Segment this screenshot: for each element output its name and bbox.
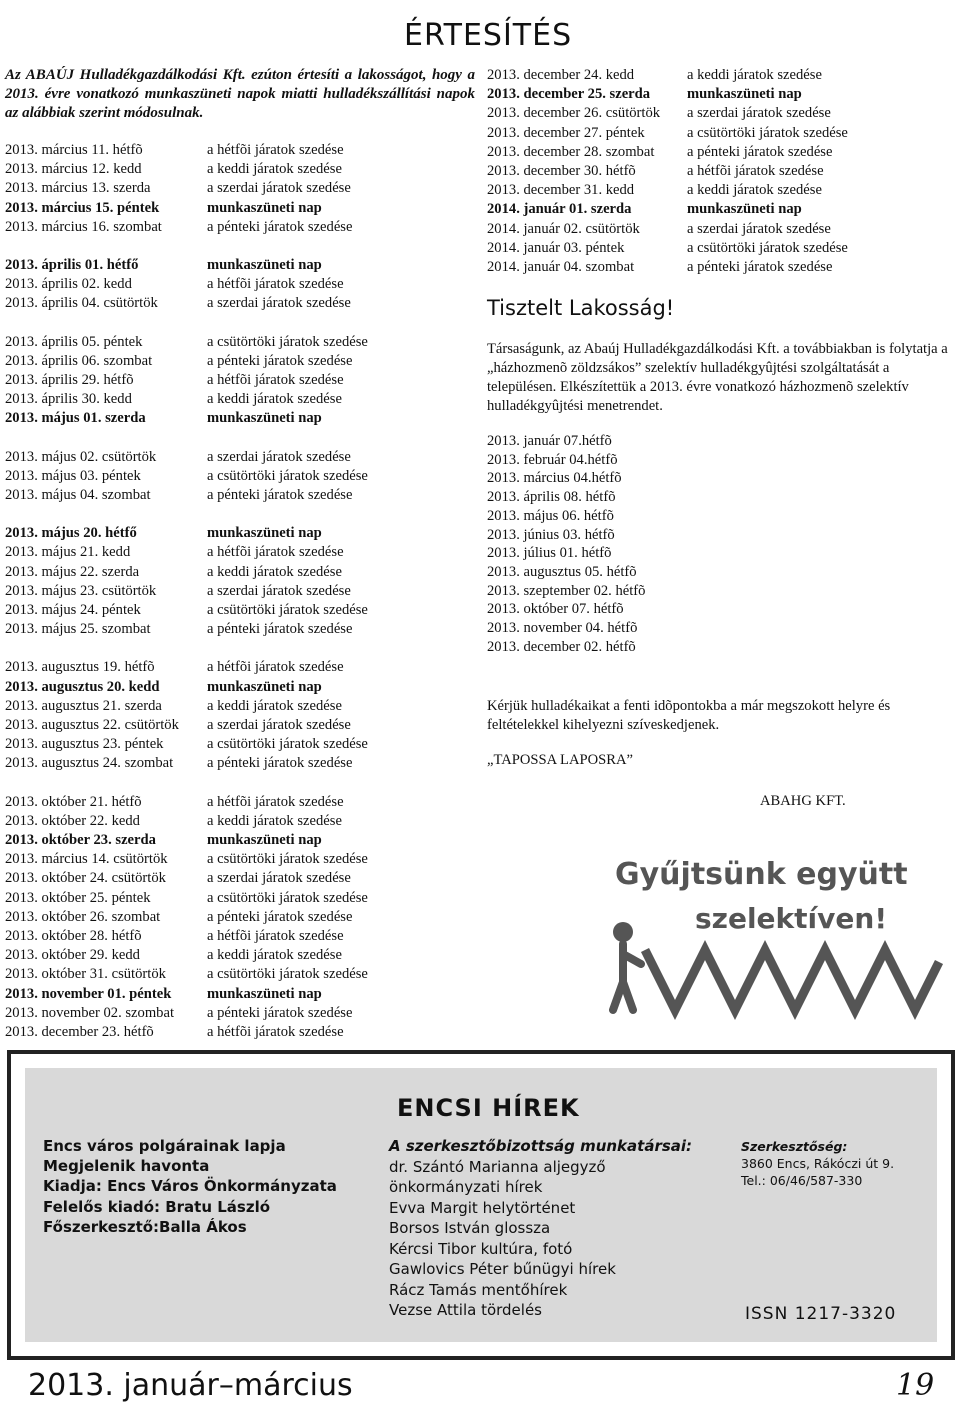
schedule-note: a pénteki járatok szedése	[687, 143, 833, 160]
schedule-note: a hétfõi járatok szedése	[207, 659, 344, 676]
schedule-note: a csütörtöki járatok szedése	[207, 966, 368, 983]
selective-date: 2013. szeptember 02. hétfõ	[487, 582, 646, 599]
publisher-info	[43, 1136, 337, 1237]
selective-date: 2013. május 06. hétfõ	[487, 507, 614, 524]
schedule-date: 2013. augusztus 20. kedd	[5, 678, 160, 695]
schedule-note: a hétfõi járatok szedése	[687, 163, 824, 179]
schedule-note: a szerdai járatok szedése	[207, 180, 351, 197]
publisher-line: Főszerkesztő:Balla Ákos	[43, 1217, 247, 1236]
schedule-date: 2013. május 21. kedd	[5, 544, 131, 561]
schedule-date: 2013. augusztus 22. csütörtök	[5, 717, 179, 733]
wave-icon	[645, 950, 939, 1010]
schedule-note: a keddi járatok szedése	[207, 563, 342, 580]
schedule-date: 2014. január 02. csütörtök	[487, 220, 640, 237]
schedule-date: 2013. december 25. szerda	[487, 86, 651, 103]
schedule-note: a hétfõi járatok szedése	[207, 928, 344, 944]
schedule-note: a pénteki járatok szedése	[687, 259, 833, 275]
schedule-date: 2013. április 06. szombat	[5, 352, 153, 369]
schedule-note: a csütörtöki járatok szedése	[207, 333, 368, 350]
masthead-panel	[25, 1068, 937, 1342]
schedule-date: 2013. május 02. csütörtök	[5, 448, 157, 465]
schedule-date: 2013. november 02. szombat	[5, 1004, 175, 1021]
schedule-date: 2013. május 20. hétfő	[5, 525, 137, 542]
selective-date: 2013. december 02. hétfõ	[487, 638, 636, 655]
schedule-date: 2013. október 21. hétfõ	[5, 793, 142, 810]
schedule-left-column	[5, 0, 475, 1040]
schedule-date: 2013. május 03. péntek	[5, 467, 141, 484]
schedule-date: 2014. január 04. szombat	[487, 259, 635, 275]
schedule-date: 2013. október 28. hétfõ	[5, 928, 142, 944]
editorial-board-line: Vezse Attila tördelés	[389, 1301, 542, 1319]
editorial-office	[741, 1138, 894, 1189]
schedule-note: a pénteki járatok szedése	[207, 352, 353, 369]
schedule-date: 2013. március 16. szombat	[5, 218, 162, 235]
schedule-date: 2013. augusztus 19. hétfõ	[5, 659, 155, 676]
editorial-board-line: dr. Szántó Marianna aljegyző	[389, 1157, 606, 1176]
schedule-date: 2013. december 27. péntek	[487, 124, 645, 141]
schedule-note: a csütörtöki járatok szedése	[207, 889, 368, 906]
schedule-date: 2013. május 01. szerda	[5, 410, 146, 427]
publisher-line: Kiadja: Encs Város Önkormányzata	[43, 1177, 337, 1196]
schedule-note: munkaszüneti nap	[207, 257, 322, 273]
schedule-date: 2013. április 29. hétfõ	[5, 372, 134, 388]
schedule-date: 2013. május 22. szerda	[5, 563, 140, 580]
selective-collection-logo	[593, 832, 953, 1022]
editorial-board	[389, 1136, 692, 1321]
logo-line2: szelektíven!	[695, 902, 888, 935]
schedule-note: a csütörtöki járatok szedése	[207, 467, 368, 484]
selective-date: 2013. október 07. hétfõ	[487, 601, 624, 618]
schedule-note: a szerdai járatok szedése	[207, 582, 351, 599]
schedule-note: a hétfõi járatok szedése	[207, 793, 344, 810]
schedule-date: 2013. október 25. péntek	[5, 889, 151, 906]
schedule-date: 2013. május 24. péntek	[5, 602, 141, 618]
schedule-date: 2013. április 04. csütörtök	[5, 295, 158, 312]
editorial-board-line: Evva Margit helytörténet	[389, 1198, 576, 1217]
selective-date: 2013. január 07.hétfõ	[487, 433, 612, 449]
editorial-board-heading: A szerkesztőbizottság munkatársai:	[389, 1137, 693, 1155]
schedule-date: 2013. október 23. szerda	[5, 832, 156, 848]
masthead-title: ENCSI HÍREK	[397, 1094, 580, 1122]
issue-period: 2013. január–március	[28, 1368, 353, 1403]
schedule-date: 2013. április 02. kedd	[5, 276, 132, 293]
schedule-date: 2013. augusztus 21. szerda	[5, 697, 162, 714]
selective-date: 2013. augusztus 05. hétfõ	[487, 563, 637, 580]
schedule-date: 2013. december 31. kedd	[487, 182, 635, 199]
schedule-note: a szerdai járatok szedése	[687, 220, 831, 237]
page-number: 19	[896, 1368, 935, 1403]
schedule-date: 2013. április 05. péntek	[5, 333, 143, 350]
editorial-board-line: Gawlovics Péter bűnügyi hírek	[389, 1260, 616, 1278]
schedule-note: munkaszüneti nap	[207, 199, 322, 216]
logo-line1: Gyűjtsünk együtt	[615, 857, 908, 892]
schedule-date: 2013. október 22. kedd	[5, 812, 140, 829]
schedule-date: 2013. december 23. hétfõ	[5, 1024, 154, 1040]
intro-text: Az ABAÚJ Hulladékgazdálkodási Kft. ezúton értesíti a lakosságot, hogy a 2013. évre vonatkozó munkaszüneti napok miatti hulladékszállítási napok az alábbiak szerint módosulnak.	[5, 67, 475, 121]
schedule-date: 2013. május 04. szombat	[5, 487, 151, 503]
schedule-date: 2013. november 01. péntek	[5, 985, 172, 1002]
editorial-office-heading: Szerkesztőség:	[741, 1139, 848, 1154]
schedule-note: a csütörtöki járatok szedése	[207, 602, 368, 618]
editorial-office-line: Tel.: 06/46/587-330	[741, 1173, 863, 1188]
schedule-date: 2013. március 12. kedd	[5, 161, 142, 178]
schedule-note: a hétfõi járatok szedése	[207, 1024, 344, 1040]
schedule-note: a pénteki járatok szedése	[207, 1004, 353, 1021]
schedule-date: 2013. október 31. csütörtök	[5, 966, 166, 983]
schedule-date: 2013. március 14. csütörtök	[5, 851, 168, 868]
selective-date: 2013. november 04. hétfõ	[487, 620, 638, 637]
schedule-date: 2013. augusztus 24. szombat	[5, 755, 174, 772]
schedule-note: a keddi járatok szedése	[207, 697, 342, 714]
selective-collection-dates	[487, 432, 645, 656]
schedule-note: a csütörtöki járatok szedése	[687, 124, 848, 141]
schedule-note: a szerdai járatok szedése	[687, 105, 831, 122]
schedule-note: munkaszüneti nap	[687, 201, 802, 218]
schedule-note: a hétfõi járatok szedése	[207, 142, 344, 158]
selective-date: 2013. június 03. hétfõ	[487, 526, 615, 543]
masthead-box	[7, 1050, 955, 1360]
schedule-note: munkaszüneti nap	[207, 410, 322, 427]
schedule-note: a csütörtöki járatok szedése	[207, 736, 368, 753]
schedule-date: 2013. december 26. csütörtök	[487, 105, 661, 122]
greeting: Tisztelt Lakosság!	[487, 296, 675, 320]
schedule-note: a keddi járatok szedése	[687, 182, 822, 199]
schedule-note: a pénteki járatok szedése	[207, 908, 353, 925]
schedule-date: 2013. május 25. szombat	[5, 621, 151, 638]
editorial-board-line: Rácz Tamás mentőhírek	[389, 1280, 568, 1299]
schedule-note: a keddi járatok szedése	[687, 67, 822, 83]
schedule-note: a hétfõi járatok szedése	[207, 544, 344, 561]
publisher-line: Megjelenik havonta	[43, 1157, 210, 1176]
issn: ISSN 1217-3320	[745, 1304, 897, 1324]
request-paragraph: Kérjük hulladékaikat a fenti idõpontokba a már megszokott helyre és feltételekkel kihelyezni szíveskedjenek.	[487, 698, 891, 733]
schedule-note: munkaszüneti nap	[207, 525, 322, 542]
schedule-date: 2013. december 24. kedd	[487, 67, 635, 83]
schedule-date: 2014. január 03. péntek	[487, 239, 625, 256]
schedule-note: munkaszüneti nap	[207, 985, 322, 1002]
schedule-note: a keddi járatok szedése	[207, 812, 342, 829]
schedule-note: a keddi járatok szedése	[207, 161, 342, 178]
publisher-line: Felelős kiadó: Bratu László	[43, 1197, 271, 1216]
schedule-date: 2013. április 30. kedd	[5, 391, 132, 408]
schedule-date: 2013. március 13. szerda	[5, 180, 151, 197]
schedule-note: munkaszüneti nap	[207, 678, 322, 695]
schedule-date: 2014. január 01. szerda	[487, 201, 632, 218]
schedule-note: a keddi járatok szedése	[207, 947, 342, 964]
schedule-note: a szerdai járatok szedése	[207, 448, 351, 465]
editorial-office-line: 3860 Encs, Rákóczi út 9.	[741, 1156, 895, 1171]
schedule-date: 2013. október 24. csütörtök	[5, 870, 166, 887]
schedule-date: 2013. december 30. hétfõ	[487, 163, 636, 179]
selective-date: 2013. március 04.hétfõ	[487, 470, 622, 487]
schedule-note: a szerdai járatok szedése	[207, 870, 351, 887]
schedule-note: a pénteki járatok szedése	[207, 621, 353, 638]
selective-intro-paragraph: Társaságunk, az Abaúj Hulladékgazdálkodási Kft. a továbbiakban is folytatja a „házhozmenõ zöldzsákos” szelektív hulladékgyûjtési szolgáltatását a településen. Elkészítettük a 2013. évre vonatkozó házhozmenõ szelektív hulladékgyûjtési menetrendet.	[487, 341, 948, 414]
publisher-line: Encs város polgárainak lapja	[43, 1137, 286, 1155]
editorial-board-line: Kércsi Tibor kultúra, fotó	[389, 1239, 573, 1258]
schedule-note: a szerdai járatok szedése	[207, 717, 351, 733]
schedule-note: a pénteki járatok szedése	[207, 487, 353, 503]
schedule-date: 2013. május 23. csütörtök	[5, 582, 157, 599]
schedule-note: a pénteki járatok szedése	[207, 755, 353, 772]
schedule-date: 2013. október 29. kedd	[5, 947, 140, 964]
editorial-board-line: Borsos István glossza	[389, 1219, 551, 1237]
schedule-date: 2013. március 15. péntek	[5, 199, 160, 216]
schedule-right-column	[487, 0, 957, 300]
signature: ABAHG KFT.	[760, 793, 846, 809]
schedule-note: a pénteki járatok szedése	[207, 218, 353, 235]
schedule-date: 2013. december 28. szombat	[487, 143, 655, 160]
slogan: „TAPOSSA LAPOSRA”	[487, 752, 634, 768]
schedule-note: a csütörtöki járatok szedése	[687, 239, 848, 256]
recycling-figure-icon	[613, 922, 641, 1010]
schedule-date: 2013. október 26. szombat	[5, 908, 161, 925]
schedule-date: 2013. április 01. hétfő	[5, 257, 139, 273]
schedule-note: a csütörtöki járatok szedése	[207, 851, 368, 868]
schedule-date: 2013. március 11. hétfõ	[5, 142, 143, 158]
selective-date: 2013. február 04.hétfõ	[487, 451, 618, 468]
schedule-note: munkaszüneti nap	[207, 832, 322, 848]
schedule-note: munkaszüneti nap	[687, 86, 802, 103]
page-heading: ÉRTESÍTÉS	[404, 18, 573, 53]
editorial-board-line: önkormányzati hírek	[389, 1178, 543, 1196]
schedule-note: a keddi járatok szedése	[207, 391, 342, 408]
schedule-date: 2013. augusztus 23. péntek	[5, 736, 164, 753]
schedule-note: a hétfõi járatok szedése	[207, 276, 344, 293]
selective-date: 2013. április 08. hétfõ	[487, 489, 616, 506]
selective-date: 2013. július 01. hétfõ	[487, 545, 612, 562]
schedule-note: a hétfõi járatok szedése	[207, 372, 344, 388]
schedule-note: a szerdai járatok szedése	[207, 295, 351, 312]
